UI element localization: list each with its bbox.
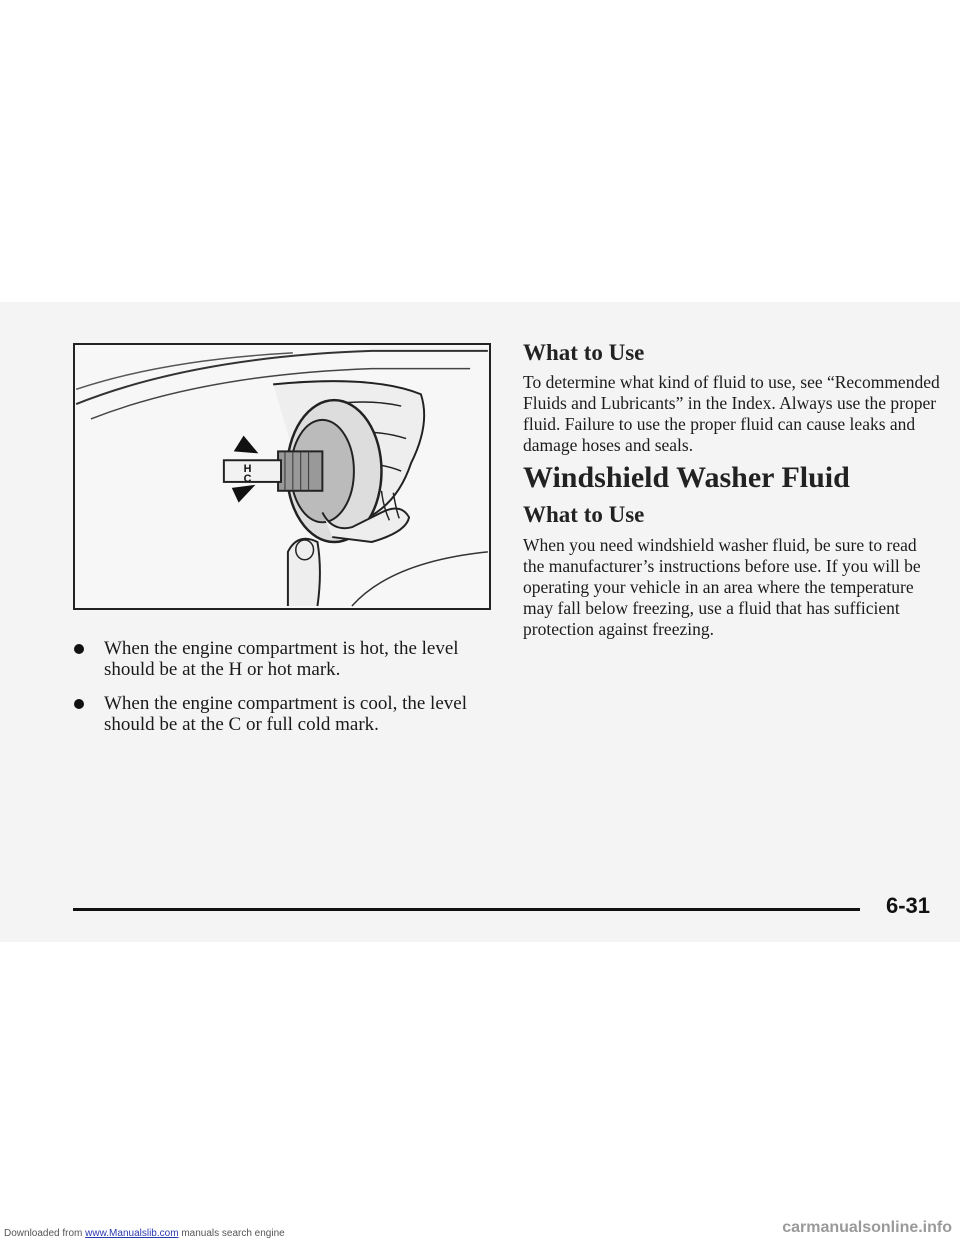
section-title: Windshield Washer Fluid — [523, 461, 850, 494]
bullet-icon — [74, 699, 84, 709]
bullet-item-hot — [74, 638, 484, 680]
bullet-text: When the engine compartment is cool, the level should be at the C or full cold mark. — [104, 693, 467, 735]
download-footer — [4, 1228, 285, 1239]
washer-what-to-use-heading: What to Use — [523, 502, 645, 527]
bullet-text: When the engine compartment is hot, the level should be at the H or hot mark. — [104, 638, 459, 680]
watermark-logo: carmanualsonline.info — [782, 1219, 952, 1236]
bullet-icon — [74, 644, 84, 654]
coolant-cap-illustration — [73, 343, 491, 610]
cold-mark-label: C — [243, 472, 252, 485]
hot-mark-label: H — [243, 463, 252, 476]
bullet-list — [74, 638, 484, 748]
dipstick-illustration — [75, 345, 489, 608]
footer-rule — [73, 908, 860, 911]
bullet-item-cold — [74, 693, 484, 735]
hot-arrow-icon — [234, 436, 259, 454]
footer-prefix: Downloaded from — [4, 1228, 83, 1239]
what-to-use-heading: What to Use — [523, 340, 645, 365]
manualslib-link[interactable]: www.Manualslib.com — [85, 1228, 179, 1239]
fluid-type-paragraph: To determine what kind of fluid to use, see “Recommended Fluids and Lubricants” in the Index. Always use the proper fluid. Failure to use the proper fluid can cause leaks and damage hoses and seals. — [523, 372, 940, 455]
footer-suffix: manuals search engine — [181, 1228, 285, 1239]
cold-arrow-icon — [232, 485, 256, 503]
page-number: 6-31 — [885, 893, 930, 918]
washer-fluid-paragraph: When you need windshield washer fluid, be sure to read the manufacturer’s instructions before use. If you will be operating your vehicle in an area where the temperature may fall below freezing, use a fluid that has sufficient protection against freezing. — [523, 535, 921, 639]
